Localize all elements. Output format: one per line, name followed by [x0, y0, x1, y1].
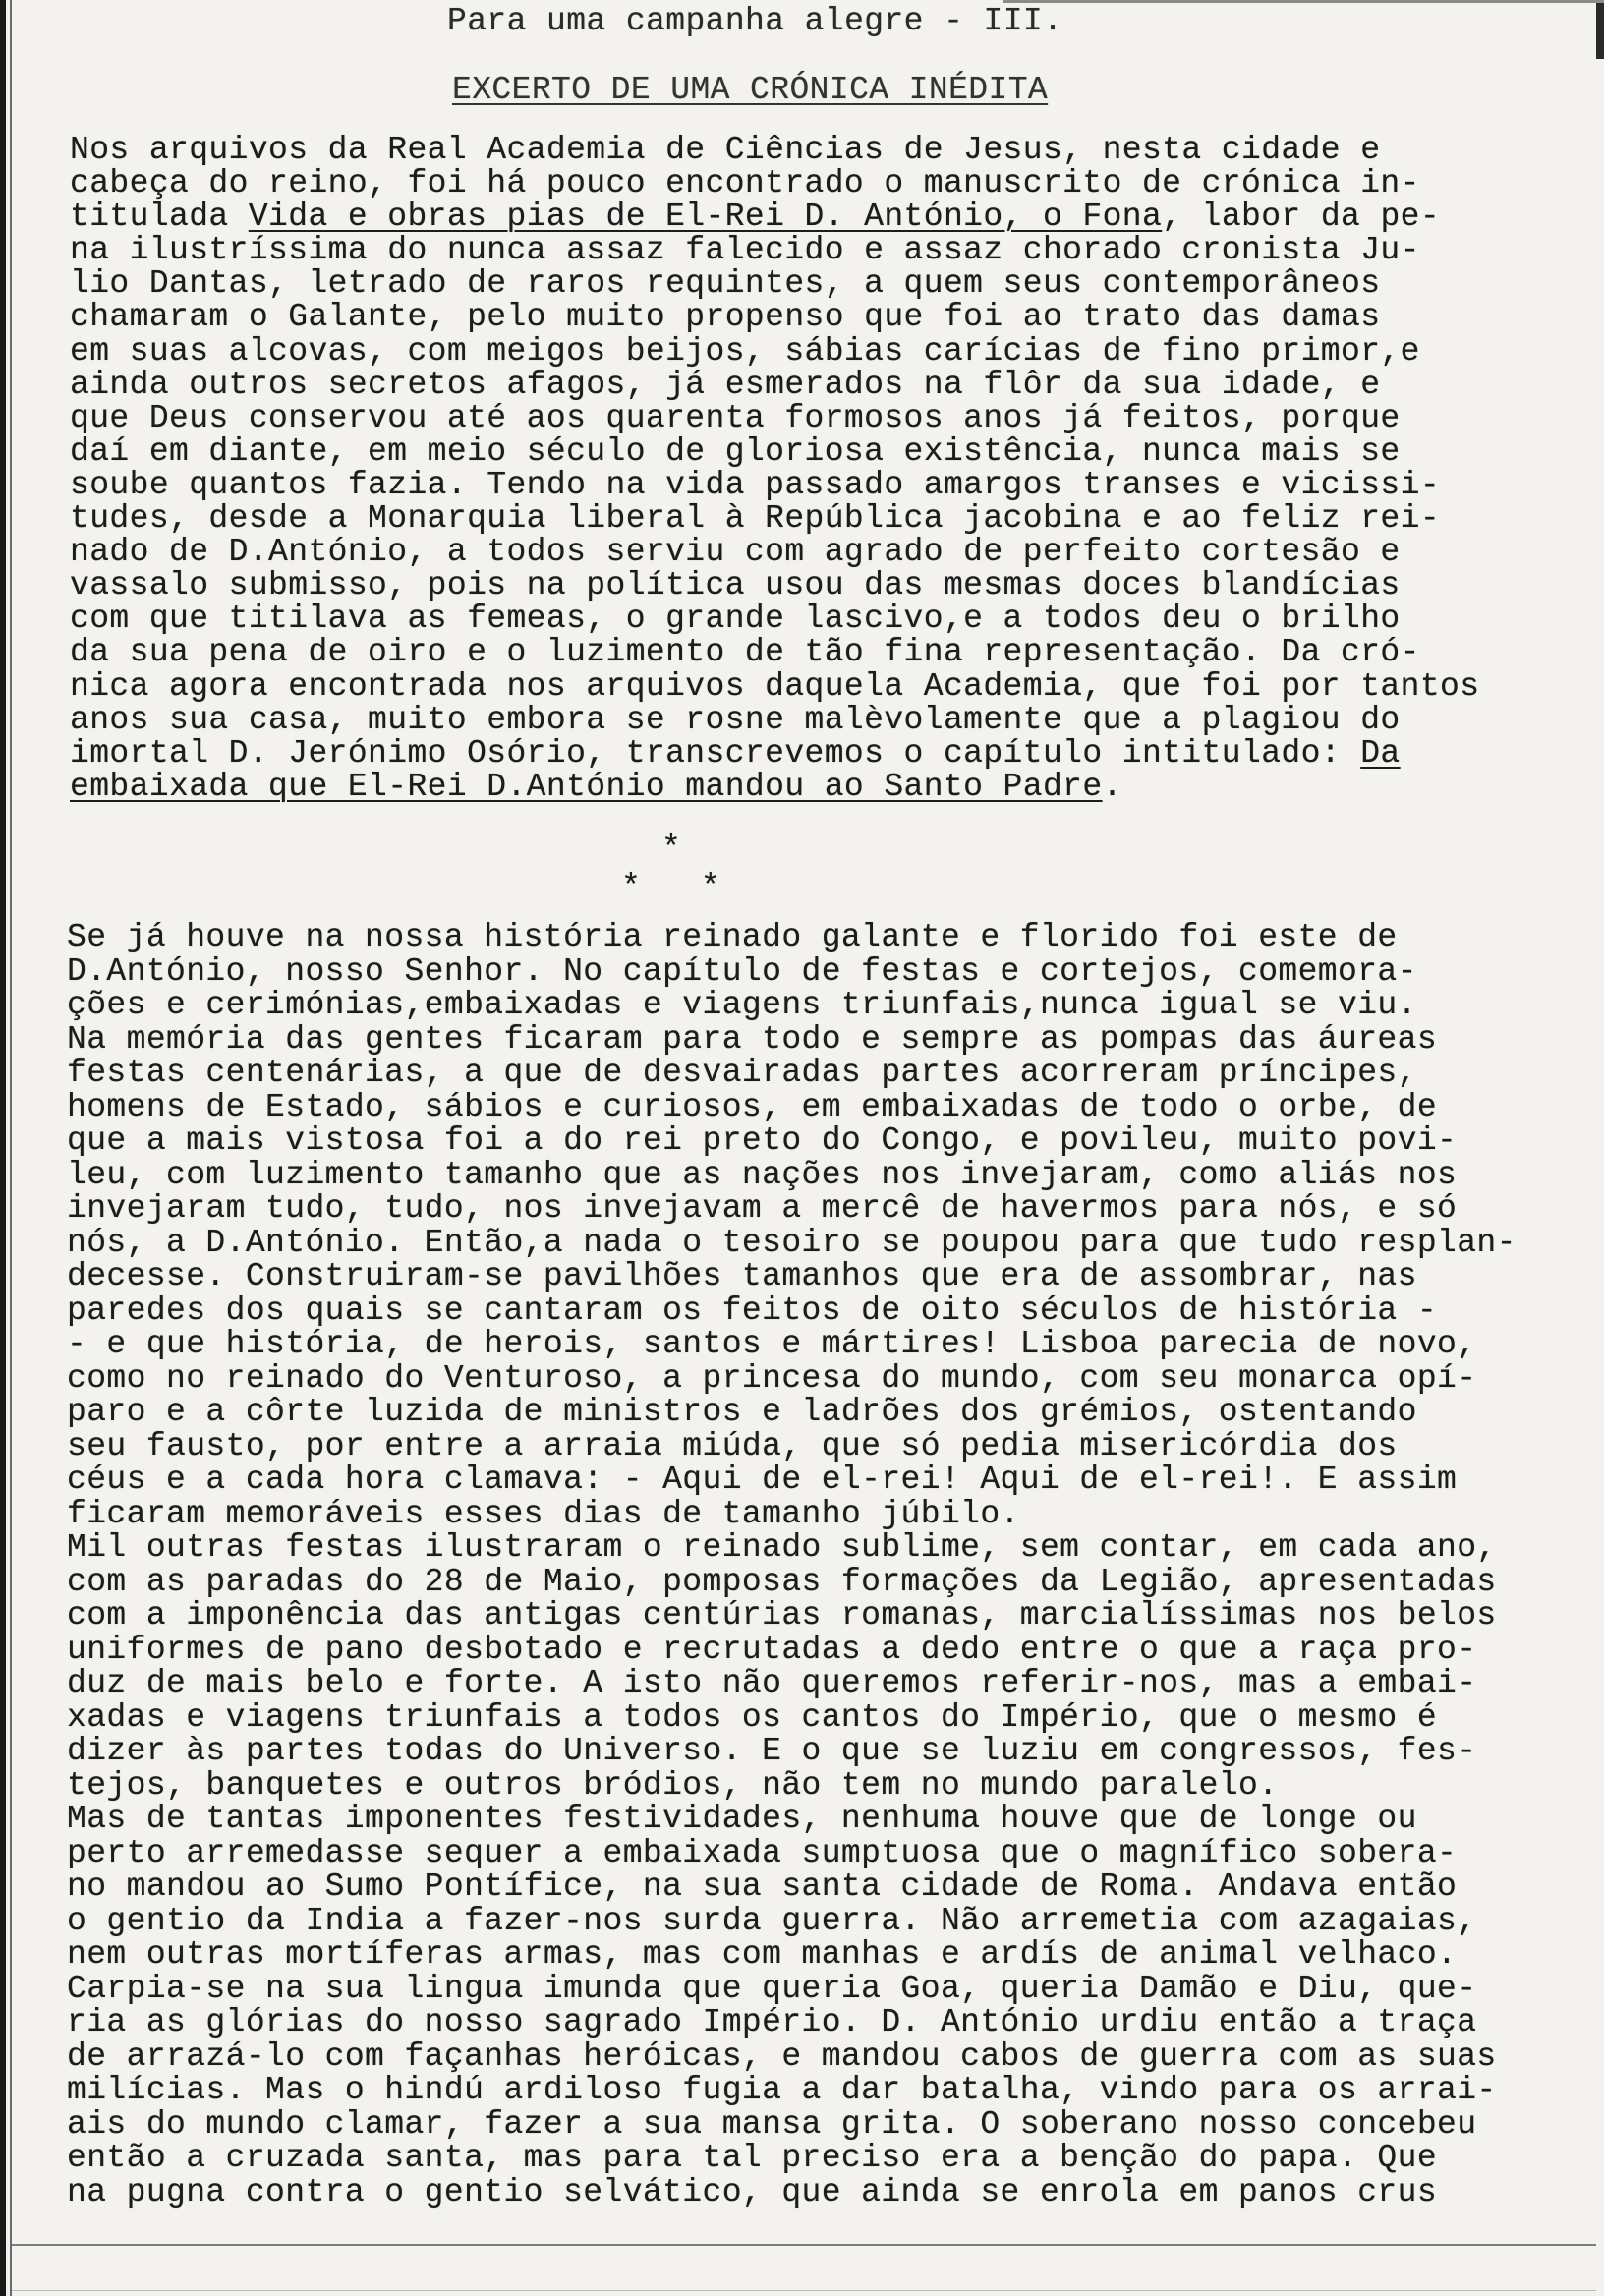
text-line: vassalo submisso, pois na política usou das mesmas doces blandícias — [70, 567, 1401, 604]
text-line: milícias. Mas o hindú ardiloso fugia a dar batalha, vindo para os arrai- — [67, 2072, 1497, 2108]
text-line: da sua pena de oiro e o luzimento de tão fina representação. Da cró- — [70, 634, 1420, 671]
running-title: Para uma campanha alegre - III. — [447, 3, 1063, 39]
bottom-rule — [12, 2244, 1596, 2246]
text-line: o gentio da India a fazer-nos surda guerra. Não arremetia com azagaias, — [67, 1902, 1477, 1939]
text-line: daí em diante, em meio século de gloriosa existência, nunca mais se — [70, 432, 1401, 470]
text-line: em suas alcovas, com meigos beijos, sábias carícias de fino primor,e — [70, 332, 1420, 370]
text-line: cabeça do reino, foi há pouco encontrado o manuscrito de crónica in- — [70, 165, 1420, 202]
text-line: Na memória das gentes ficaram para todo e sempre as pompas das áureas — [67, 1020, 1438, 1058]
text-line: uniformes de pano desbotado e recrutadas a dedo entre o que a raça pro- — [67, 1631, 1477, 1668]
underlined-text: Da — [1360, 734, 1401, 772]
scan-corner-top-right — [1596, 0, 1604, 59]
text-line: ficaram memoráveis esses dias de tamanho júbilo. — [67, 1495, 1020, 1532]
text-line — [70, 734, 1479, 772]
text-line: lio Dantas, letrado de raros requintes, a quem seus contemporâneos — [70, 265, 1381, 303]
text-line: que a mais vistosa foi a do rei preto do Congo, e povileu, muito povi- — [67, 1122, 1458, 1159]
text-line: duz de mais belo e forte. A isto não queremos referir-nos, mas a embai- — [67, 1665, 1477, 1701]
separator-asterisks-bottom: * * — [621, 869, 721, 905]
text-line: paredes dos quais se cantaram os feitos de oito séculos de história - — [67, 1292, 1438, 1329]
text-line: festas centenárias, a que de desvairadas partes acorreram príncipes, — [67, 1055, 1417, 1091]
text-line: ais do mundo clamar, fazer a sua mansa grita. O soberano nosso concebeu — [67, 2105, 1477, 2143]
text-line: nós, a D.António. Então,a nada o tesoiro se poupou para que tudo resplan- — [67, 1224, 1517, 1261]
text-line — [70, 768, 1479, 805]
text-line: D.António, nosso Senhor. No capítulo de festas e cortejos, comemora- — [67, 952, 1417, 990]
text-line: Nos arquivos da Real Academia de Ciências de Jesus, nesta cidade e — [70, 132, 1381, 168]
text-line: tejos, banquetes e outros bródios, não tem no mundo paralelo. — [67, 1766, 1279, 1804]
text-line: ções e cerimónias,embaixadas e viagens triunfais,nunca igual se viu. — [67, 987, 1417, 1023]
intro-paragraph — [70, 134, 1479, 804]
text-line: decesse. Construiram-se pavilhões tamanhos que era de assombrar, nas — [67, 1258, 1417, 1294]
text-line: invejaram tudo, tudo, nos invejavam a mercê de havermos para nós, e só — [67, 1190, 1458, 1227]
text-line: Se já houve na nossa história reinado galante e florido foi este de — [67, 919, 1398, 955]
text-line: homens de Estado, sábios e curiosos, em embaixadas de todo o orbe, de — [67, 1088, 1438, 1125]
chronicle-body — [67, 921, 1517, 2210]
text-line: no mandou ao Sumo Pontífice, na sua santa cidade de Roma. Andava então — [67, 1868, 1458, 1905]
underlined-text: Vida e obras pias de El-Rei D. António, o Fona — [248, 199, 1163, 236]
bottom-edge-line — [12, 2290, 1596, 2291]
text-line: anos sua casa, muito embora se rosne malèvolamente que a plagiou do — [70, 701, 1401, 738]
separator-asterisk-top: * — [661, 831, 682, 867]
text-line: na pugna contra o gentio selvático, que ainda se enrola em panos crus — [67, 2173, 1438, 2210]
text-segment: , labor da pe- — [1162, 199, 1441, 236]
scan-top-band — [1002, 0, 1604, 3]
text-line: ainda outros secretos afagos, já esmerados na flôr da sua idade, e — [70, 366, 1381, 403]
scan-edge-left — [0, 0, 6, 2296]
text-line: nica agora encontrada nos arquivos daquela Academia, que foi por tantos — [70, 667, 1480, 705]
text-line: dizer às partes todas do Universo. E o que se luziu em congressos, fes- — [67, 1733, 1477, 1769]
text-line: tudes, desde a Monarquia liberal à República jacobina e ao feliz rei- — [70, 500, 1441, 538]
underlined-text: embaixada que El-Rei D.António mandou ao Santo Padre — [70, 768, 1103, 805]
text-line: como no reinado do Venturoso, a princesa do mundo, com seu monarca opí- — [67, 1359, 1477, 1397]
text-line: Mil outras festas ilustraram o reinado sublime, sem contar, em cada ano, — [67, 1529, 1497, 1566]
text-line: com as paradas do 28 de Maio, pomposas formações da Legião, apresentadas — [67, 1563, 1497, 1600]
text-line: então a cruzada santa, mas para tal preciso era a benção do papa. Que — [67, 2140, 1438, 2176]
text-segment: titulada — [70, 199, 249, 236]
text-line: na ilustríssima do nunca assaz falecido e assaz chorado cronista Ju- — [70, 232, 1420, 269]
text-line: que Deus conservou até aos quarenta formosos anos já feitos, porque — [70, 399, 1401, 436]
text-line: Carpia-se na sua lingua imunda que queria Goa, queria Damão e Diu, que- — [67, 1970, 1477, 2007]
text-line: soube quantos fazia. Tendo na vida passado amargos transes e vicissi- — [70, 466, 1441, 503]
text-line: nado de D.António, a todos serviu com agrado de perfeito cortesão e — [70, 534, 1401, 571]
text-line: ria as glórias do nosso sagrado Império. D. António urdiu então a traça — [67, 2004, 1477, 2040]
text-line: chamaram o Galante, pelo muito propenso que foi ao trato das damas — [70, 299, 1381, 336]
text-segment: imortal D. Jerónimo Osório, transcrevemos o capítulo intitulado: — [70, 734, 1361, 772]
text-line: leu, com luzimento tamanho que as nações nos invejaram, como aliás nos — [67, 1156, 1458, 1193]
text-segment: . — [1102, 768, 1122, 805]
text-line: nem outras mortíferas armas, mas com manhas e ardís de animal velhaco. — [67, 1936, 1458, 1973]
text-line: céus e a cada hora clamava: - Aqui de el-rei! Aqui de el-rei!. E assim — [67, 1462, 1458, 1498]
text-line: xadas e viagens triunfais a todos os cantos do Império, que o mesmo é — [67, 1698, 1438, 1736]
text-line: seu fausto, por entre a arraia miúda, que só pedia misericórdia dos — [67, 1427, 1398, 1464]
scan-edge-left-line — [10, 0, 12, 2296]
text-line: - e que história, de herois, santos e mártires! Lisboa parecia de novo, — [67, 1326, 1477, 1362]
text-line: Mas de tantas imponentes festividades, nenhuma houve que de longe ou — [67, 1801, 1417, 1837]
text-line: paro e a côrte luzida de ministros e ladrões dos grémios, ostentando — [67, 1394, 1417, 1430]
text-line: perto arremedasse sequer a embaixada sumptuosa que o magnífico sobera- — [67, 1834, 1458, 1871]
text-line: com a imponência das antigas centúrias romanas, marcialíssimas nos belos — [67, 1597, 1497, 1634]
section-title: EXCERTO DE UMA CRÓNICA INÉDITA — [452, 72, 1049, 108]
text-line: com que titilava as femeas, o grande lascivo,e a todos deu o brilho — [70, 601, 1401, 638]
text-line — [70, 201, 1479, 234]
text-line: de arrazá-lo com façanhas heróicas, e mandou cabos de guerra com as suas — [67, 2038, 1497, 2075]
